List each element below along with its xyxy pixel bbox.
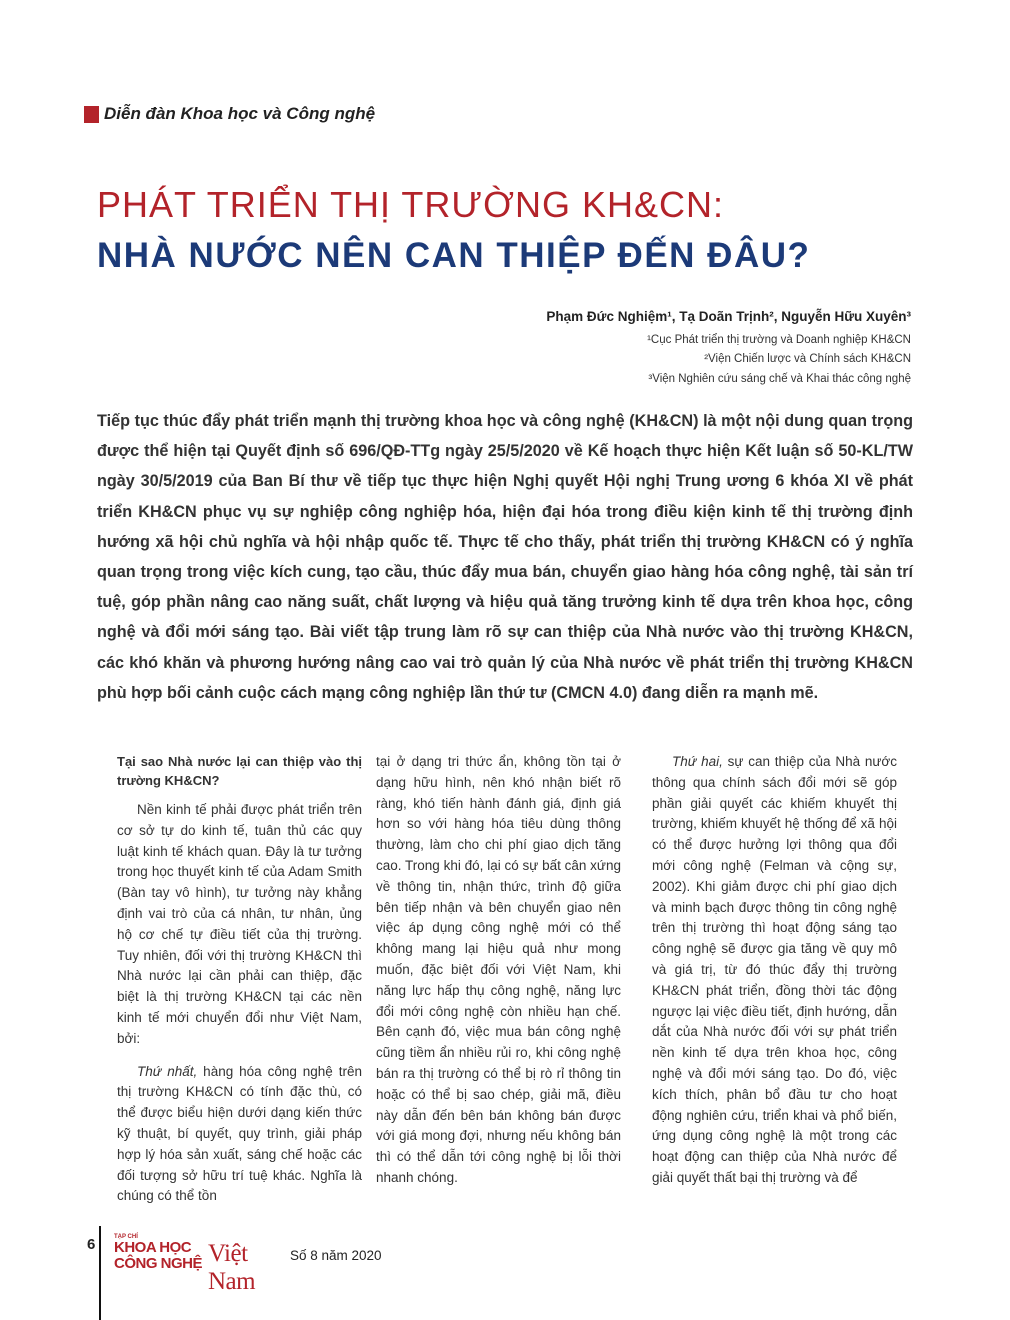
section-label: Diễn đàn Khoa học và Công nghệ [104, 104, 376, 123]
paragraph-lead: Thứ hai, [672, 754, 723, 769]
section-square-icon [84, 106, 99, 123]
paragraph: tại ở dạng tri thức ẩn, không tồn tại ở dạng hữu hình, nên khó nhận biết rõ ràng, khó tiến hành đánh giá, định giá hơn so với hàng hóa tiêu dùng thông thường, làm cho chi phí giao dịch tăng cao. Trong khi đó, lại có sự bất cân xứng về thông tin, nhận thức, trình độ giữa bên tiếp nhận và bên chuyển giao nên việc áp dụng công nghệ mới có thể không mang lại hiệu quả như mong muốn, đặc biệt đối với Việt Nam, khi năng lực hấp thụ công nghệ, năng lực đổi mới công nghệ còn nhiều hạn chế. Bên cạnh đó, việc mua bán công nghệ cũng tiềm ẩn nhiều rủi ro, khi công nghệ bán ra thị trường có thể bị rò rỉ thông tin hoặc có thể bị sao chép, giải mã, điều này dẫn đến bên bán không bán được với giá mong đợi, nhưng nếu không bán thì có thể dẫn tới công nghệ bị lỗi thời nhanh chóng. [376, 754, 621, 1185]
paragraph: Nền kinh tế phải được phát triển trên cơ sở tự do kinh tế, tuân thủ các quy luật kinh tế khách quan. Đây là tư tưởng trong học thuyết kinh tế của Adam Smith (Bàn tay vô hình), tư tưởng này khẳng định vai trò của cá nhân, tư nhân, ủng hộ cơ chế tự điều tiết của thị trường. Tuy nhiên, đối với thị trường KH&CN thì Nhà nước lại cần phải can thiệp, đặc biệt là thị trường KH&CN tại các nền kinh tế mới chuyển đổi như Việt Nam, bởi: [117, 802, 362, 1046]
column-1 [117, 752, 362, 1207]
footer-divider [99, 1226, 101, 1320]
paragraph [117, 1062, 362, 1208]
paragraph-lead: Thứ nhất, [137, 1063, 198, 1079]
paragraph-body: sự can thiệp của Nhà nước thông qua chính sách đổi mới sẽ góp phần giải quyết các khiếm khuyết thị trường, khiếm khuyết hệ thống để xã hội có thể được hưởng lợi thông qua đổi mới công nghệ (Felman và cộng sự, 2002). Khi giảm được chi phí giao dịch và minh bạch được thông tin công nghệ trên thị trường thì hoạt động sáng tạo công nghệ sẽ được gia tăng về quy mô và giá trị, từ đó thúc đẩy thị trường KH&CN phát triển, đồng thời tác động ngược lại việc điều tiết, định hướng, dẫn dắt của Nhà nước đối với sự phát triển nền kinh tế dựa trên khoa học, công nghệ và đổi mới sáng tạo. Do đó, việc kích thích, phân bổ đầu tư cho hoạt động nghiên cứu, triển khai và phổ biến, ứng dụng công nghệ là một trong các hoạt động can thiệp của Nhà nước để giải quyết thất bại thị trường và để [652, 754, 898, 1185]
issue-label: Số 8 năm 2020 [290, 1248, 382, 1263]
article-title-line1: PHÁT TRIỂN THỊ TRƯỜNG KH&CN: [97, 184, 725, 225]
abstract: Tiếp tục thúc đẩy phát triển mạnh thị trường khoa học và công nghệ (KH&CN) là một nội dung quan trọng được thể hiện tại Quyết định số 696/QĐ-TTg ngày 25/5/2020 về Kế hoạch thực hiện Kết luận số 50-KL/TW ngày 30/5/2019 của Ban Bí thư về tiếp tục thực hiện Nghị quyết Hội nghị Trung ương 6 khóa XI về phát triển KH&CN phục vụ sự nghiệp công nghiệp hóa, hiện đại hóa trong điều kiện kinh tế thị trường định hướng xã hội chủ nghĩa và hội nhập quốc tế. Thực tế cho thấy, phát triển thị trường KH&CN có ý nghĩa quan trọng trong việc kích cung, tạo cầu, thúc đẩy mua bán, chuyển giao hàng hóa công nghệ, tài sản trí tuệ, góp phần nâng cao năng suất, chất lượng và hiệu quả tăng trưởng kinh tế dựa trên khoa học, công nghệ và đổi mới sáng tạo. Bài viết tập trung làm rõ sự can thiệp của Nhà nước vào thị trường KH&CN, các khó khăn và phương hướng nâng cao vai trò quản lý của Nhà nước về phát triển thị trường KH&CN phù hợp bối cảnh cuộc cách mạng công nghiệp lần thứ tư (CMCN 4.0) đang diễn ra mạnh mẽ. [97, 412, 913, 702]
article-title-line2: NHÀ NƯỚC NÊN CAN THIỆP ĐẾN ĐÂU? [97, 236, 811, 275]
journal-logo [110, 1234, 280, 1295]
page-number: 6 [87, 1236, 96, 1253]
section-tag [84, 104, 375, 124]
logo-line2: CÔNG NGHỆ [114, 1255, 203, 1272]
affiliation-1: ¹Cục Phát triển thị trường và Doanh nghiệp KH&CN [647, 334, 911, 346]
affiliation-3: ³Viện Nghiên cứu sáng chế và Khai thác công nghệ [648, 373, 911, 385]
paragraph-body: hàng hóa công nghệ trên thị trường KH&CN có tính đặc thù, có thể được biểu hiện dưới dạng kiến thức kỹ thuật, bí quyết, quy trình, giải pháp hợp lý hóa sản xuất, sáng chế hoặc các đối tượng sở hữu trí tuệ khác. Nghĩa là chúng có thể tồn [117, 1063, 362, 1204]
section-heading: Tại sao Nhà nước lại can thiệp vào thị trường KH&CN? [117, 754, 362, 788]
column-2 [376, 752, 621, 1189]
authors: Phạm Đức Nghiệm¹, Tạ Doãn Trịnh², Nguyễn Hữu Xuyên³ [546, 309, 911, 324]
paragraph [652, 752, 897, 1189]
logo-small-text: TẠP CHÍ [114, 1234, 138, 1240]
column-3 [652, 752, 897, 1189]
affiliation-2: ²Viện Chiến lược và Chính sách KH&CN [704, 353, 911, 365]
logo-vietnam: Việt Nam [208, 1240, 256, 1295]
logo-line1: KHOA HỌC [114, 1239, 192, 1256]
